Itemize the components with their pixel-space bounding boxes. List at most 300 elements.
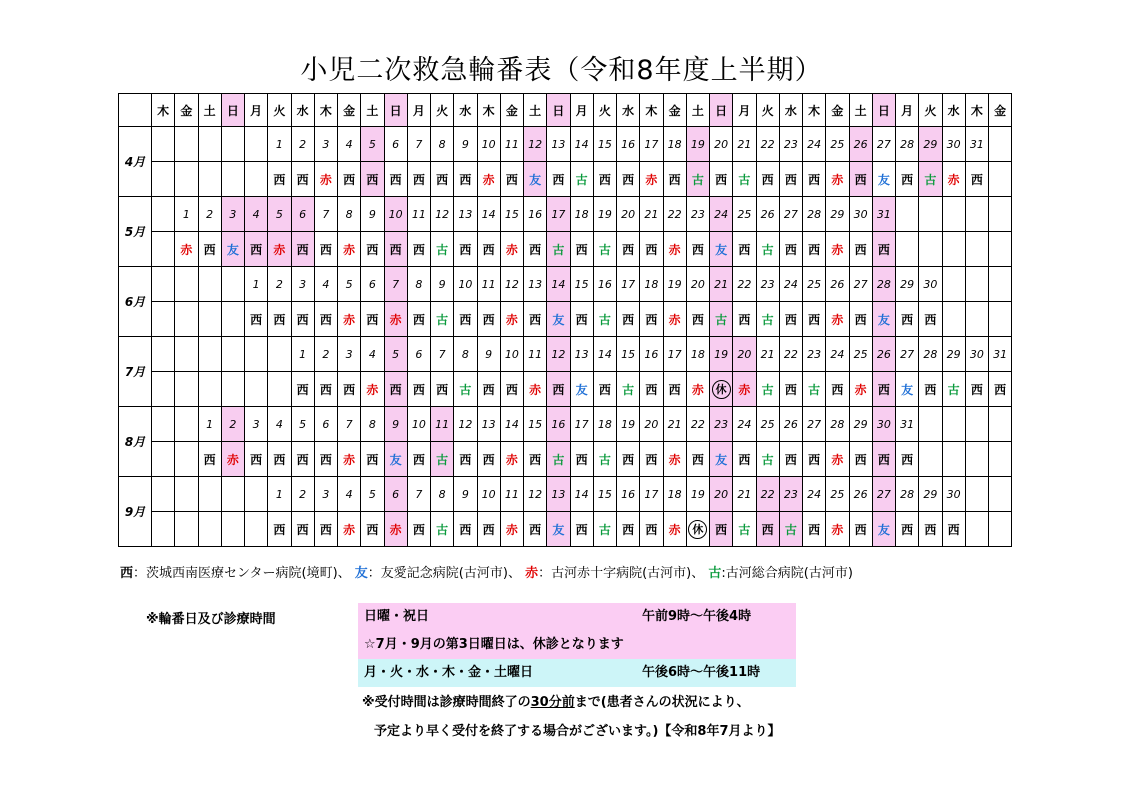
hospital-nishi-cell: 西	[524, 302, 547, 337]
hospital-furu-cell: 古	[617, 372, 640, 407]
day-number: 26	[872, 337, 895, 372]
hospital-nishi-cell: 西	[268, 162, 291, 197]
day-number: 31	[896, 407, 919, 442]
hospital-nishi-cell: 西	[826, 372, 849, 407]
day-number: 25	[826, 127, 849, 162]
weekday-header-cell: 金	[989, 94, 1012, 127]
day-number: 15	[524, 407, 547, 442]
day-number: 10	[477, 127, 500, 162]
day-number: 25	[826, 477, 849, 512]
hospital-furu-cell: 古	[431, 232, 454, 267]
empty-cell	[198, 267, 221, 302]
day-number: 6	[407, 337, 430, 372]
hospital-nishi-cell: 西	[361, 302, 384, 337]
hospital-nishi-cell: 西	[593, 372, 616, 407]
weekday-header-cell: 木	[803, 94, 826, 127]
weekday-header-cell: 火	[268, 94, 291, 127]
legend-code-aka: 赤	[525, 566, 539, 581]
month-label: 5月	[119, 197, 152, 267]
day-number: 13	[547, 127, 570, 162]
hospital-furu-cell: 古	[593, 442, 616, 477]
hospital-nishi-cell: 西	[454, 162, 477, 197]
hospital-aka-cell: 赤	[663, 512, 686, 547]
empty-cell	[198, 477, 221, 512]
empty-cell	[942, 197, 965, 232]
empty-cell	[221, 337, 244, 372]
day-number: 7	[338, 407, 361, 442]
day-number: 30	[872, 407, 895, 442]
hospital-nishi-cell: 西	[338, 372, 361, 407]
hospital-nishi-cell: 西	[407, 302, 430, 337]
hospital-nishi-cell: 西	[570, 302, 593, 337]
hospital-aka-cell: 赤	[500, 302, 523, 337]
empty-cell	[896, 232, 919, 267]
day-number: 9	[361, 197, 384, 232]
legend-text-furu: :古河総合病院(古河市)	[721, 566, 853, 581]
hospital-tomo-cell: 友	[384, 442, 407, 477]
reception-note-part-c: まで(患者さんの状況により、	[574, 695, 750, 710]
day-number: 19	[686, 127, 709, 162]
empty-cell	[175, 477, 198, 512]
weekday-hours-value: 午後6時～午後11時	[642, 665, 761, 680]
day-number: 31	[872, 197, 895, 232]
hospital-aka-cell: 赤	[663, 302, 686, 337]
hospital-nishi-cell: 西	[803, 162, 826, 197]
day-number: 7	[407, 477, 430, 512]
hospital-aka-cell: 赤	[384, 302, 407, 337]
hospital-aka-cell: 赤	[477, 162, 500, 197]
hospital-nishi-cell: 西	[640, 372, 663, 407]
day-number: 8	[361, 407, 384, 442]
day-number: 17	[570, 407, 593, 442]
empty-cell	[198, 372, 221, 407]
hospital-nishi-cell: 西	[779, 302, 802, 337]
day-number: 4	[245, 197, 268, 232]
day-number: 18	[686, 337, 709, 372]
hospital-nishi-cell: 西	[570, 512, 593, 547]
day-number: 8	[454, 337, 477, 372]
weekday-header-cell: 水	[617, 94, 640, 127]
day-number: 28	[826, 407, 849, 442]
empty-cell	[221, 372, 244, 407]
empty-cell	[198, 162, 221, 197]
hospital-nishi-cell: 西	[314, 372, 337, 407]
day-number: 21	[710, 267, 733, 302]
day-number: 10	[407, 407, 430, 442]
empty-cell	[942, 442, 965, 477]
closure-notice-text: ☆7月・9月の第3日曜日は、休診となります	[364, 637, 624, 652]
weekday-header-cell: 木	[640, 94, 663, 127]
hospital-nishi-cell: 西	[779, 162, 802, 197]
hospital-legend	[120, 562, 1020, 581]
legend-code-tomo: 友	[354, 566, 368, 581]
hospital-nishi-cell: 西	[477, 302, 500, 337]
day-number: 22	[733, 267, 756, 302]
empty-cell	[221, 127, 244, 162]
day-number: 26	[849, 477, 872, 512]
hospital-nishi-cell: 西	[407, 512, 430, 547]
hospital-furu-cell: 古	[547, 442, 570, 477]
empty-cell	[152, 162, 175, 197]
empty-cell	[268, 372, 291, 407]
hospital-nishi-cell: 西	[291, 442, 314, 477]
empty-cell	[152, 407, 175, 442]
month-label: 6月	[119, 267, 152, 337]
day-number: 7	[407, 127, 430, 162]
hospital-furu-cell: 古	[942, 372, 965, 407]
hospital-aka-cell: 赤	[826, 232, 849, 267]
rotation-calendar	[118, 93, 1012, 547]
day-number: 23	[710, 407, 733, 442]
day-number: 15	[593, 477, 616, 512]
weekday-header-cell: 土	[524, 94, 547, 127]
empty-cell	[989, 127, 1012, 162]
day-number: 18	[640, 267, 663, 302]
day-number: 16	[593, 267, 616, 302]
month-date-row	[119, 407, 1012, 442]
day-number: 27	[872, 127, 895, 162]
closed-mark: 休	[688, 520, 707, 539]
day-number: 5	[291, 407, 314, 442]
empty-cell	[221, 267, 244, 302]
empty-cell	[989, 302, 1012, 337]
hospital-nishi-cell: 西	[663, 162, 686, 197]
hospital-aka-cell: 赤	[826, 302, 849, 337]
hospital-nishi-cell: 西	[803, 232, 826, 267]
empty-cell	[175, 302, 198, 337]
weekday-header-cell: 火	[431, 94, 454, 127]
day-number: 21	[640, 197, 663, 232]
weekday-header-cell: 金	[338, 94, 361, 127]
hospital-nishi-cell: 西	[407, 442, 430, 477]
day-number: 17	[640, 477, 663, 512]
day-number: 29	[919, 477, 942, 512]
day-number: 25	[733, 197, 756, 232]
empty-cell	[152, 477, 175, 512]
day-number: 20	[710, 127, 733, 162]
closed-day-cell	[686, 512, 709, 547]
day-number: 2	[314, 337, 337, 372]
empty-cell	[989, 477, 1012, 512]
day-number: 13	[524, 267, 547, 302]
day-number: 10	[454, 267, 477, 302]
weekday-days-label: 月・火・水・木・金・土曜日	[364, 665, 534, 680]
hospital-furu-cell: 古	[593, 232, 616, 267]
day-number: 4	[338, 127, 361, 162]
day-number: 22	[756, 477, 779, 512]
day-number: 29	[896, 267, 919, 302]
hospital-aka-cell: 赤	[826, 512, 849, 547]
empty-cell	[989, 232, 1012, 267]
day-number: 15	[570, 267, 593, 302]
day-number: 5	[361, 127, 384, 162]
day-number: 17	[617, 267, 640, 302]
hospital-nishi-cell: 西	[500, 162, 523, 197]
day-number: 2	[291, 477, 314, 512]
hospital-aka-cell: 赤	[849, 372, 872, 407]
day-number: 15	[500, 197, 523, 232]
day-number: 4	[314, 267, 337, 302]
empty-cell	[175, 127, 198, 162]
hospital-nishi-cell: 西	[710, 512, 733, 547]
empty-cell	[919, 197, 942, 232]
day-number: 6	[291, 197, 314, 232]
day-number: 5	[268, 197, 291, 232]
closed-mark: 休	[712, 380, 731, 399]
day-number: 11	[500, 477, 523, 512]
hospital-nishi-cell: 西	[570, 442, 593, 477]
hospital-nishi-cell: 西	[640, 302, 663, 337]
holiday-hours-value: 午前9時～午後4時	[642, 609, 752, 624]
hospital-furu-cell: 古	[803, 372, 826, 407]
hospital-aka-cell: 赤	[500, 442, 523, 477]
day-number: 1	[291, 337, 314, 372]
hospital-furu-cell: 古	[431, 302, 454, 337]
hospital-nishi-cell: 西	[477, 442, 500, 477]
empty-cell	[989, 512, 1012, 547]
hospital-nishi-cell: 西	[849, 302, 872, 337]
month-date-row	[119, 477, 1012, 512]
hospital-aka-cell: 赤	[384, 512, 407, 547]
hospital-nishi-cell: 西	[291, 162, 314, 197]
hospital-nishi-cell: 西	[570, 232, 593, 267]
hospital-aka-cell: 赤	[338, 512, 361, 547]
hospital-nishi-cell: 西	[989, 372, 1012, 407]
empty-cell	[175, 372, 198, 407]
day-number: 29	[849, 407, 872, 442]
weekday-header-row	[119, 94, 1012, 127]
hospital-nishi-cell: 西	[640, 232, 663, 267]
day-number: 11	[477, 267, 500, 302]
day-number: 10	[384, 197, 407, 232]
day-number: 26	[779, 407, 802, 442]
day-number: 27	[849, 267, 872, 302]
header-corner	[119, 94, 152, 127]
day-number: 16	[617, 477, 640, 512]
hospital-aka-cell: 赤	[221, 442, 244, 477]
weekday-header-cell: 月	[896, 94, 919, 127]
hospital-aka-cell: 赤	[338, 302, 361, 337]
day-number: 23	[686, 197, 709, 232]
legend-code-nishi: 西	[120, 566, 134, 581]
empty-cell	[989, 407, 1012, 442]
day-number: 19	[593, 197, 616, 232]
day-number: 11	[407, 197, 430, 232]
hospital-nishi-cell: 西	[919, 512, 942, 547]
day-number: 3	[314, 477, 337, 512]
day-number: 17	[547, 197, 570, 232]
hospital-aka-cell: 赤	[640, 162, 663, 197]
hospital-tomo-cell: 友	[872, 512, 895, 547]
empty-cell	[919, 407, 942, 442]
day-number: 20	[617, 197, 640, 232]
month-date-row	[119, 197, 1012, 232]
hospital-nishi-cell: 西	[756, 162, 779, 197]
day-number: 27	[896, 337, 919, 372]
day-number: 22	[686, 407, 709, 442]
hospital-nishi-cell: 西	[384, 232, 407, 267]
weekday-header-cell: 火	[593, 94, 616, 127]
month-hospital-row	[119, 442, 1012, 477]
hospital-nishi-cell: 西	[407, 162, 430, 197]
weekday-header-cell: 日	[547, 94, 570, 127]
day-number: 5	[338, 267, 361, 302]
hospital-nishi-cell: 西	[454, 232, 477, 267]
day-number: 23	[779, 127, 802, 162]
month-date-row	[119, 127, 1012, 162]
weekday-header-cell: 火	[919, 94, 942, 127]
hospital-nishi-cell: 西	[547, 372, 570, 407]
month-hospital-row	[119, 372, 1012, 407]
hospital-furu-cell: 古	[756, 372, 779, 407]
hospital-nishi-cell: 西	[245, 232, 268, 267]
day-number: 24	[826, 337, 849, 372]
day-number: 14	[593, 337, 616, 372]
hospital-nishi-cell: 西	[431, 162, 454, 197]
empty-cell	[175, 337, 198, 372]
weekday-header-cell: 金	[175, 94, 198, 127]
day-number: 17	[663, 337, 686, 372]
day-number: 12	[524, 127, 547, 162]
day-number: 9	[454, 477, 477, 512]
hospital-aka-cell: 赤	[686, 372, 709, 407]
hospital-aka-cell: 赤	[500, 512, 523, 547]
empty-cell	[942, 407, 965, 442]
hospital-nishi-cell: 西	[361, 442, 384, 477]
hospital-nishi-cell: 西	[686, 442, 709, 477]
hospital-nishi-cell: 西	[733, 232, 756, 267]
hospital-nishi-cell: 西	[524, 442, 547, 477]
month-hospital-row	[119, 302, 1012, 337]
weekday-header-cell: 日	[221, 94, 244, 127]
empty-cell	[152, 442, 175, 477]
hospital-nishi-cell: 西	[872, 372, 895, 407]
empty-cell	[175, 442, 198, 477]
day-number: 18	[663, 477, 686, 512]
empty-cell	[221, 477, 244, 512]
day-number: 2	[291, 127, 314, 162]
day-number: 7	[431, 337, 454, 372]
hospital-nishi-cell: 西	[849, 162, 872, 197]
day-number: 4	[361, 337, 384, 372]
day-number: 9	[454, 127, 477, 162]
day-number: 18	[663, 127, 686, 162]
hospital-furu-cell: 古	[547, 232, 570, 267]
empty-cell	[152, 372, 175, 407]
day-number: 3	[314, 127, 337, 162]
month-hospital-row	[119, 232, 1012, 267]
hospital-nishi-cell: 西	[291, 512, 314, 547]
day-number: 22	[663, 197, 686, 232]
day-number: 1	[175, 197, 198, 232]
hospital-nishi-cell: 西	[314, 442, 337, 477]
hospital-nishi-cell: 西	[291, 372, 314, 407]
day-number: 24	[803, 127, 826, 162]
empty-cell	[245, 372, 268, 407]
day-number: 27	[779, 197, 802, 232]
hospital-nishi-cell: 西	[524, 512, 547, 547]
hospital-furu-cell: 古	[570, 162, 593, 197]
hospital-nishi-cell: 西	[617, 232, 640, 267]
day-number: 2	[198, 197, 221, 232]
hospital-nishi-cell: 西	[407, 372, 430, 407]
hospital-nishi-cell: 西	[268, 442, 291, 477]
hospital-nishi-cell: 西	[198, 442, 221, 477]
hospital-nishi-cell: 西	[361, 512, 384, 547]
hospital-nishi-cell: 西	[431, 372, 454, 407]
empty-cell	[942, 302, 965, 337]
weekday-header-cell: 月	[570, 94, 593, 127]
hospital-nishi-cell: 西	[524, 232, 547, 267]
hospital-aka-cell: 赤	[524, 372, 547, 407]
empty-cell	[965, 512, 988, 547]
hospital-aka-cell: 赤	[338, 442, 361, 477]
day-number: 11	[500, 127, 523, 162]
day-number: 11	[524, 337, 547, 372]
hospital-nishi-cell: 西	[849, 512, 872, 547]
weekday-header-cell: 月	[407, 94, 430, 127]
empty-cell	[152, 127, 175, 162]
empty-cell	[198, 337, 221, 372]
hospital-nishi-cell: 西	[454, 442, 477, 477]
day-number: 30	[849, 197, 872, 232]
day-number: 24	[733, 407, 756, 442]
hospital-nishi-cell: 西	[779, 372, 802, 407]
day-number: 23	[803, 337, 826, 372]
closure-notice-band	[358, 631, 796, 659]
empty-cell	[152, 197, 175, 232]
day-number: 16	[547, 407, 570, 442]
hospital-nishi-cell: 西	[384, 372, 407, 407]
day-number: 28	[919, 337, 942, 372]
reception-note-emphasis: 30分前	[530, 695, 575, 710]
day-number: 26	[826, 267, 849, 302]
month-hospital-row	[119, 162, 1012, 197]
hospital-tomo-cell: 友	[710, 232, 733, 267]
day-number: 1	[268, 127, 291, 162]
hospital-nishi-cell: 西	[617, 442, 640, 477]
day-number: 10	[500, 337, 523, 372]
hospital-tomo-cell: 友	[524, 162, 547, 197]
month-label: 9月	[119, 477, 152, 547]
day-number: 24	[710, 197, 733, 232]
day-number: 14	[570, 477, 593, 512]
day-number: 19	[710, 337, 733, 372]
hospital-nishi-cell: 西	[291, 302, 314, 337]
hospital-nishi-cell: 西	[896, 512, 919, 547]
weekday-header-cell: 土	[361, 94, 384, 127]
hospital-tomo-cell: 友	[570, 372, 593, 407]
hospital-nishi-cell: 西	[640, 442, 663, 477]
day-number: 13	[570, 337, 593, 372]
day-number: 8	[431, 477, 454, 512]
weekday-header-cell: 水	[779, 94, 802, 127]
day-number: 23	[756, 267, 779, 302]
empty-cell	[221, 162, 244, 197]
day-number: 29	[942, 337, 965, 372]
weekday-header-cell: 月	[245, 94, 268, 127]
empty-cell	[989, 267, 1012, 302]
day-number: 30	[965, 337, 988, 372]
schedule-label: ※輪番日及び診療時間	[146, 612, 276, 627]
weekday-header-cell: 日	[872, 94, 895, 127]
hospital-nishi-cell: 西	[779, 442, 802, 477]
empty-cell	[896, 197, 919, 232]
day-number: 16	[640, 337, 663, 372]
day-number: 3	[338, 337, 361, 372]
day-number: 14	[570, 127, 593, 162]
day-number: 14	[500, 407, 523, 442]
